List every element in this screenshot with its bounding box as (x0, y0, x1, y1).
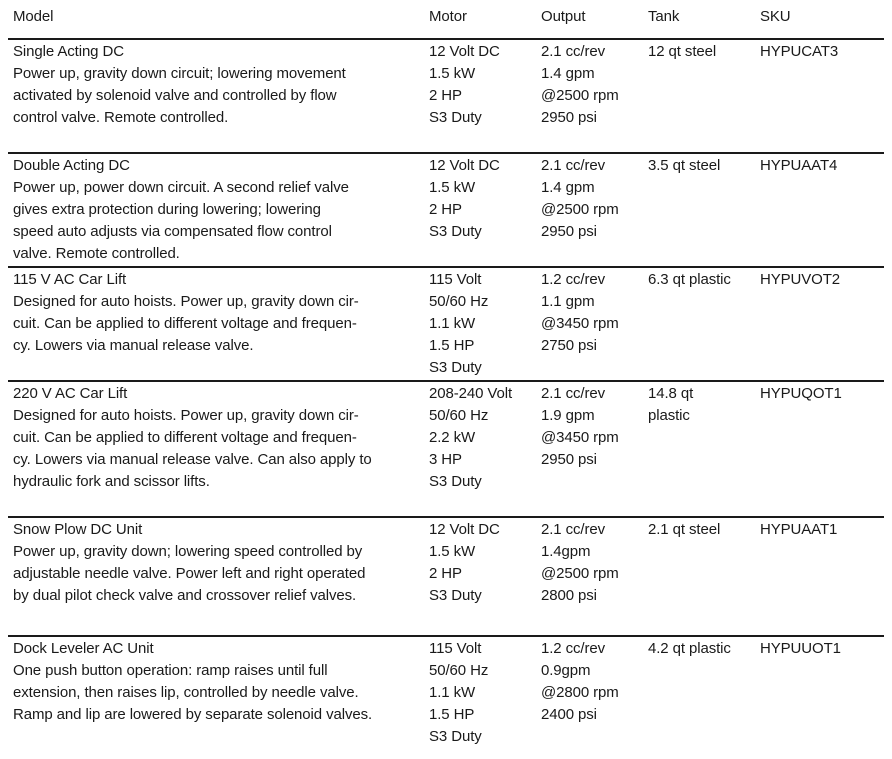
motor-cell: 12 Volt DC 1.5 kW 2 HP S3 Duty (429, 521, 500, 604)
motor-cell: 115 Volt 50/60 Hz 1.1 kW 1.5 HP S3 Duty (429, 640, 489, 745)
sku-cell: HYPUQOT1 (760, 385, 842, 402)
row-divider (8, 380, 884, 382)
tank-cell: 2.1 qt steel (648, 521, 721, 538)
model-cell: Double Acting DC Power up, power down circuit. A second relief valve gives extra protection during lowering; lowering speed auto adjusts via compensated flow control valve. Remote controlled. (13, 157, 349, 262)
sku-cell: HYPUAAT4 (760, 157, 838, 174)
output-cell: 2.1 cc/rev 1.4 gpm @2500 rpm 2950 psi (541, 157, 619, 240)
output-cell: 2.1 cc/rev 1.4gpm @2500 rpm 2800 psi (541, 521, 619, 604)
sku-cell: HYPUVOT2 (760, 271, 841, 288)
row-divider (8, 635, 884, 637)
header-model: Model (13, 8, 54, 25)
motor-cell: 115 Volt 50/60 Hz 1.1 kW 1.5 HP S3 Duty (429, 271, 489, 376)
row-divider (8, 152, 884, 154)
header-output: Output (541, 8, 586, 25)
output-cell: 1.2 cc/rev 0.9gpm @2800 rpm 2400 psi (541, 640, 619, 723)
model-cell: 115 V AC Car Lift Designed for auto hoists. Power up, gravity down cir- cuit. Can be applied to different voltage and frequen- cy. Lowers via manual release valve. (13, 271, 359, 354)
tank-cell: 14.8 qt plastic (648, 385, 694, 424)
tank-cell: 6.3 qt plastic (648, 271, 731, 288)
output-cell: 2.1 cc/rev 1.4 gpm @2500 rpm 2950 psi (541, 43, 619, 126)
motor-cell: 12 Volt DC 1.5 kW 2 HP S3 Duty (429, 157, 500, 240)
output-cell: 2.1 cc/rev 1.9 gpm @3450 rpm 2950 psi (541, 385, 619, 468)
sku-cell: HYPUCAT3 (760, 43, 839, 60)
tank-cell: 12 qt steel (648, 43, 717, 60)
model-cell: Dock Leveler AC Unit One push button operation: ramp raises until full extension, then raises lip, controlled by needle valve. Ramp and lip are lowered by separate solenoid valves. (13, 640, 373, 723)
sku-cell: HYPUAAT1 (760, 521, 838, 538)
model-cell: Snow Plow DC Unit Power up, gravity down; lowering speed controlled by adjustable needle valve. Power left and right operated by dual pilot check valve and crossover relief valves. (13, 521, 366, 604)
motor-cell: 12 Volt DC 1.5 kW 2 HP S3 Duty (429, 43, 500, 126)
row-divider (8, 266, 884, 268)
model-cell: Single Acting DC Power up, gravity down circuit; lowering movement activated by solenoid valve and controlled by flow control valve. Remote controlled. (13, 43, 346, 126)
output-cell: 1.2 cc/rev 1.1 gpm @3450 rpm 2750 psi (541, 271, 619, 354)
tank-cell: 4.2 qt plastic (648, 640, 731, 657)
header-sku: SKU (760, 8, 791, 25)
header-motor: Motor (429, 8, 467, 25)
row-divider (8, 38, 884, 40)
sku-cell: HYPUUOT1 (760, 640, 841, 657)
tank-cell: 3.5 qt steel (648, 157, 721, 174)
motor-cell: 208-240 Volt 50/60 Hz 2.2 kW 3 HP S3 Duty (429, 385, 513, 490)
model-cell: 220 V AC Car Lift Designed for auto hoists. Power up, gravity down cir- cuit. Can be applied to different voltage and frequen- cy. Lowers via manual release valve. Can also apply to hydraulic fork and scissor lifts. (13, 385, 372, 490)
header-tank: Tank (648, 8, 680, 25)
row-divider (8, 516, 884, 518)
